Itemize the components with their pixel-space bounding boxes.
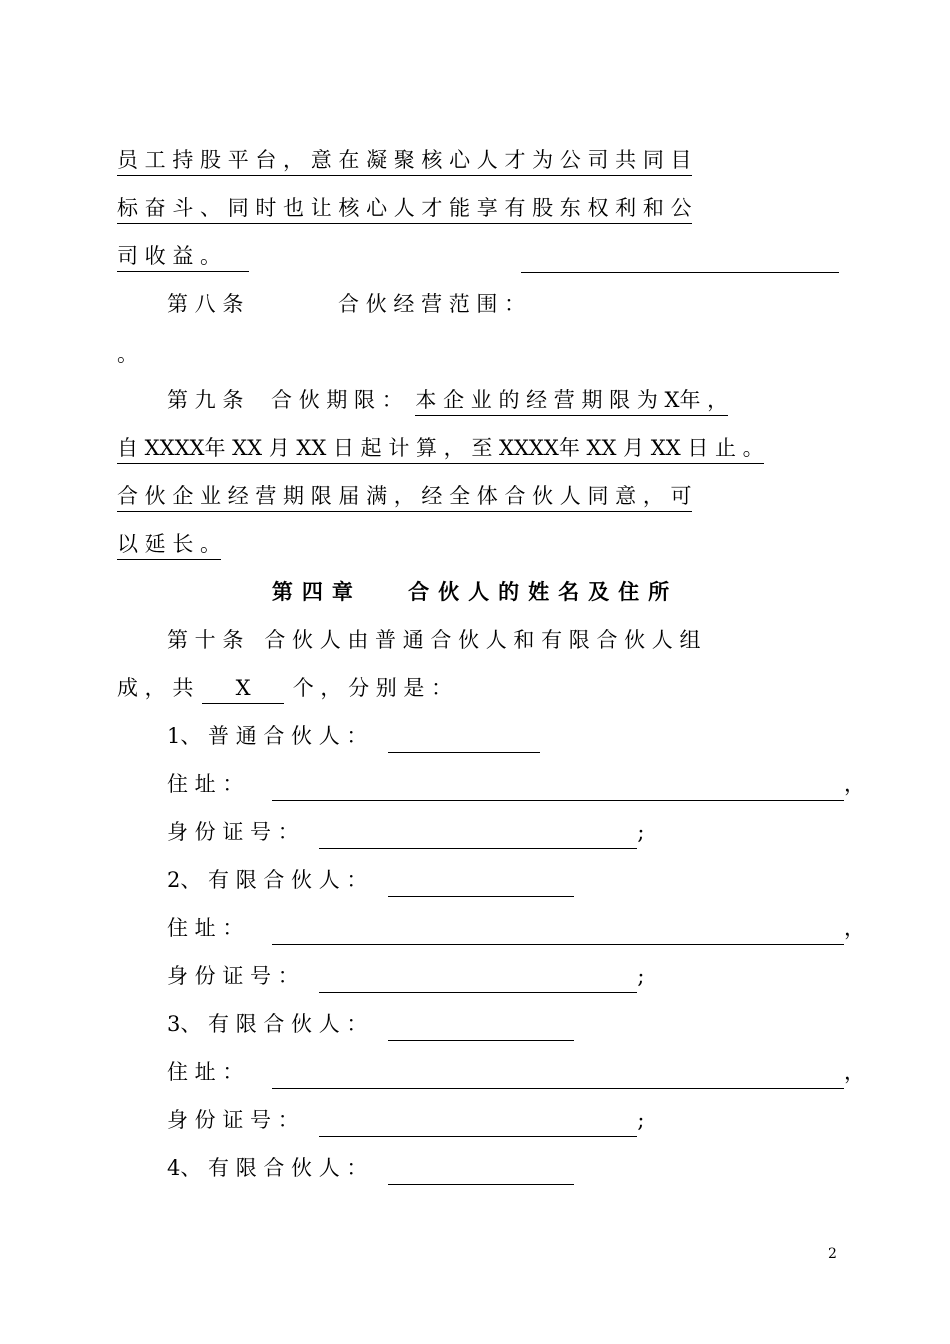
semicolon-mark: ; bbox=[637, 964, 645, 988]
underlined-text: 司 收 益 。 bbox=[117, 241, 249, 272]
partner-1-id-blank bbox=[319, 824, 637, 849]
partner-1-name-blank bbox=[388, 728, 540, 753]
partner-3-label: 3、 有 限 合 伙 人 ： bbox=[167, 1012, 368, 1036]
partner-1-address-blank bbox=[272, 776, 844, 801]
article-10-text: 第 十 条 合 伙 人 由 普 通 合 伙 人 和 有 限 合 伙 人 组 bbox=[167, 628, 701, 652]
article-8-title: 合 伙 经 营 范 围 ： bbox=[338, 292, 526, 316]
para-line-3 bbox=[117, 239, 839, 273]
article-9-label: 第 九 条 合 伙 期 限 ： bbox=[167, 388, 403, 412]
partner-2-address-line bbox=[167, 911, 865, 945]
id-label: 身 份 证 号 ： bbox=[167, 1108, 299, 1132]
article-9-line-1 bbox=[167, 383, 728, 417]
para-line-1 bbox=[117, 143, 692, 177]
article-8-continuation bbox=[117, 337, 138, 371]
partner-3-name-line bbox=[167, 1007, 574, 1041]
chapter-heading: 第四章 合伙人的姓名及住所 bbox=[271, 580, 679, 604]
partner-4-name-line bbox=[167, 1151, 574, 1185]
address-label: 住 址 ： bbox=[167, 772, 244, 796]
partner-2-id-line bbox=[167, 959, 644, 993]
partner-2-name-line bbox=[167, 863, 574, 897]
para-line-2 bbox=[117, 191, 692, 225]
comma-mark: ， bbox=[844, 772, 866, 796]
partner-3-address-line bbox=[167, 1055, 865, 1089]
id-label: 身 份 证 号 ： bbox=[167, 820, 299, 844]
underlined-text: 以 延 长 。 bbox=[117, 529, 221, 560]
id-label: 身 份 证 号 ： bbox=[167, 964, 299, 988]
article-8-label: 第 八 条 bbox=[167, 292, 244, 316]
partner-1-id-line bbox=[167, 815, 644, 849]
partner-2-address-blank bbox=[272, 920, 844, 945]
period-mark: 。 bbox=[117, 342, 138, 366]
underlined-text: 员 工 持 股 平 台 ， 意 在 凝 聚 核 心 人 才 为 公 司 共 同 目 bbox=[117, 145, 692, 176]
comma-mark: ， bbox=[844, 1060, 866, 1084]
address-label: 住 址 ： bbox=[167, 1060, 244, 1084]
comma-mark: ， bbox=[844, 916, 866, 940]
article-10-line-1 bbox=[167, 623, 700, 657]
partner-4-label: 4、 有 限 合 伙 人 ： bbox=[167, 1156, 368, 1180]
partner-2-name-blank bbox=[388, 872, 574, 897]
partner-2-id-blank bbox=[319, 968, 637, 993]
page-number: 2 bbox=[828, 1246, 837, 1262]
partner-count: X bbox=[202, 673, 284, 704]
article-10-line-2 bbox=[117, 671, 452, 705]
partner-1-name-line bbox=[167, 719, 540, 753]
partner-3-id-line bbox=[167, 1103, 644, 1137]
partner-4-name-blank bbox=[388, 1160, 574, 1185]
partner-1-address-line bbox=[167, 767, 865, 801]
article-10-text-b: 个 ， 分 别 是 ： bbox=[292, 676, 453, 700]
article-9-line-3 bbox=[117, 479, 692, 513]
article-9-line-2 bbox=[117, 431, 764, 465]
article-8-line bbox=[167, 287, 525, 321]
article-10-text-a: 成 ， 共 bbox=[117, 676, 194, 700]
article-9-line-4 bbox=[117, 527, 221, 561]
partner-3-id-blank bbox=[319, 1112, 637, 1137]
article-9-text: 本 企 业 的 经 营 期 限 为 X年 ， bbox=[415, 385, 728, 416]
partner-3-address-blank bbox=[272, 1064, 844, 1089]
underlined-text: 合 伙 企 业 经 营 期 限 届 满 ， 经 全 体 合 伙 人 同 意 ， 可 bbox=[117, 481, 692, 512]
partner-2-label: 2、 有 限 合 伙 人 ： bbox=[167, 868, 368, 892]
semicolon-mark: ; bbox=[637, 1108, 645, 1132]
underlined-text: 标 奋 斗 、 同 时 也 让 核 心 人 才 能 享 有 股 东 权 利 和 公 bbox=[117, 193, 692, 224]
underlined-text: 自 XXXX年 XX 月 XX 日 起 计 算 ， 至 XXXX年 XX 月 XX 日 止 。 bbox=[117, 433, 764, 464]
address-label: 住 址 ： bbox=[167, 916, 244, 940]
partner-1-label: 1、 普 通 合 伙 人 ： bbox=[167, 724, 368, 748]
fill-blank bbox=[521, 248, 839, 273]
semicolon-mark: ; bbox=[637, 820, 645, 844]
partner-3-name-blank bbox=[388, 1016, 574, 1041]
